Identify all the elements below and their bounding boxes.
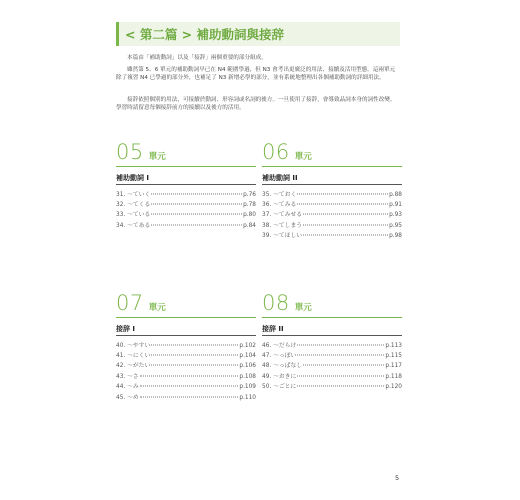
unit-label: 單元 <box>148 303 166 313</box>
toc-entry[interactable]: 44. ～み p.109 <box>116 384 256 391</box>
page-number: 5 <box>395 474 400 482</box>
toc-entry[interactable]: 48. ～っぱなし p.117 <box>262 363 402 370</box>
toc-entry[interactable]: 32. ～てくる p.78 <box>116 202 256 209</box>
toc-list <box>262 189 402 241</box>
unit-05 <box>116 140 256 230</box>
intro-paragraph-1: 本篇由「補助動詞」以及「接辞」兩個重要的部分組成。 <box>127 55 267 61</box>
toc-entry[interactable]: 35. ～ておく p.88 <box>262 191 402 198</box>
title-divider <box>116 335 256 336</box>
toc-entry[interactable]: 40. ～やすい p.102 <box>116 342 256 349</box>
toc-list <box>116 340 256 402</box>
unit-heading <box>116 140 256 164</box>
title-divider <box>262 335 402 336</box>
toc-entry[interactable]: 34. ～てある p.84 <box>116 222 256 229</box>
unit-label: 單元 <box>294 303 312 313</box>
unit-title: 補助動詞 II <box>262 174 298 182</box>
toc-entry[interactable]: 31. ～ていく p.76 <box>116 191 256 198</box>
unit-divider <box>262 166 402 167</box>
unit-number: 08 <box>262 291 290 315</box>
unit-08 <box>262 291 402 392</box>
toc-list <box>116 189 256 231</box>
intro-paragraph-2: 雖然第 5、6 單元的補助動詞早已在 N4 範圍學過，但 N3 會考出更廣泛的用法、接續及活用型態。這兩單元除了複習 N4 已學過的部分外，也補足了 N3 新增必學的部分，並有系統地整理出各個補助動詞的詳細用法。 <box>116 67 396 81</box>
unit-divider <box>116 166 256 167</box>
toc-entry[interactable]: 45. ～め p.110 <box>116 394 256 401</box>
unit-07 <box>116 291 256 402</box>
unit-number: 06 <box>262 140 290 164</box>
toc-entry[interactable]: 36. ～てみる p.91 <box>262 202 402 209</box>
toc-entry[interactable]: 41. ～にくい p.104 <box>116 353 256 360</box>
unit-heading <box>262 140 402 164</box>
toc-entry[interactable]: 50. ～ごとに p.120 <box>262 384 402 391</box>
toc-entry[interactable]: 47. ～っぽい p.115 <box>262 353 402 360</box>
toc-entry[interactable]: 49. ～おきに p.118 <box>262 373 402 380</box>
title-divider <box>262 184 402 185</box>
unit-number: 05 <box>116 140 144 164</box>
unit-title: 補助動詞 I <box>116 174 150 182</box>
intro-paragraph-3: 接辞依照個別的用法，可接續於動詞、形容詞或名詞的後方。一旦使用了接辞，會導致品詞本身的詞性改變。學習時請留意每個接辞前方的接續以及後方的活用。 <box>116 97 396 111</box>
unit-label: 單元 <box>294 152 312 162</box>
section-title: < 第二篇 > 補助動詞與接辞 <box>125 27 285 42</box>
unit-heading <box>116 291 256 315</box>
toc-entry[interactable]: 43. ～さ p.108 <box>116 373 256 380</box>
toc-entry[interactable]: 42. ～がたい p.106 <box>116 363 256 370</box>
title-divider <box>116 184 256 185</box>
toc-entry[interactable]: 39. ～てほしい p.98 <box>262 233 402 240</box>
unit-heading <box>262 291 402 315</box>
unit-title: 接辞 I <box>116 325 136 333</box>
unit-label: 單元 <box>148 152 166 162</box>
section-header <box>116 22 400 46</box>
unit-title: 接辞 II <box>262 325 284 333</box>
toc-entry[interactable]: 33. ～ている p.80 <box>116 212 256 219</box>
toc-list <box>262 340 402 392</box>
unit-number: 07 <box>116 291 144 315</box>
toc-entry[interactable]: 38. ～てしまう p.95 <box>262 222 402 229</box>
unit-06 <box>262 140 402 241</box>
toc-entry[interactable]: 46. ～だらけ p.113 <box>262 342 402 349</box>
toc-entry[interactable]: 37. ～てみせる p.93 <box>262 212 402 219</box>
unit-divider <box>116 317 256 318</box>
unit-divider <box>262 317 402 318</box>
